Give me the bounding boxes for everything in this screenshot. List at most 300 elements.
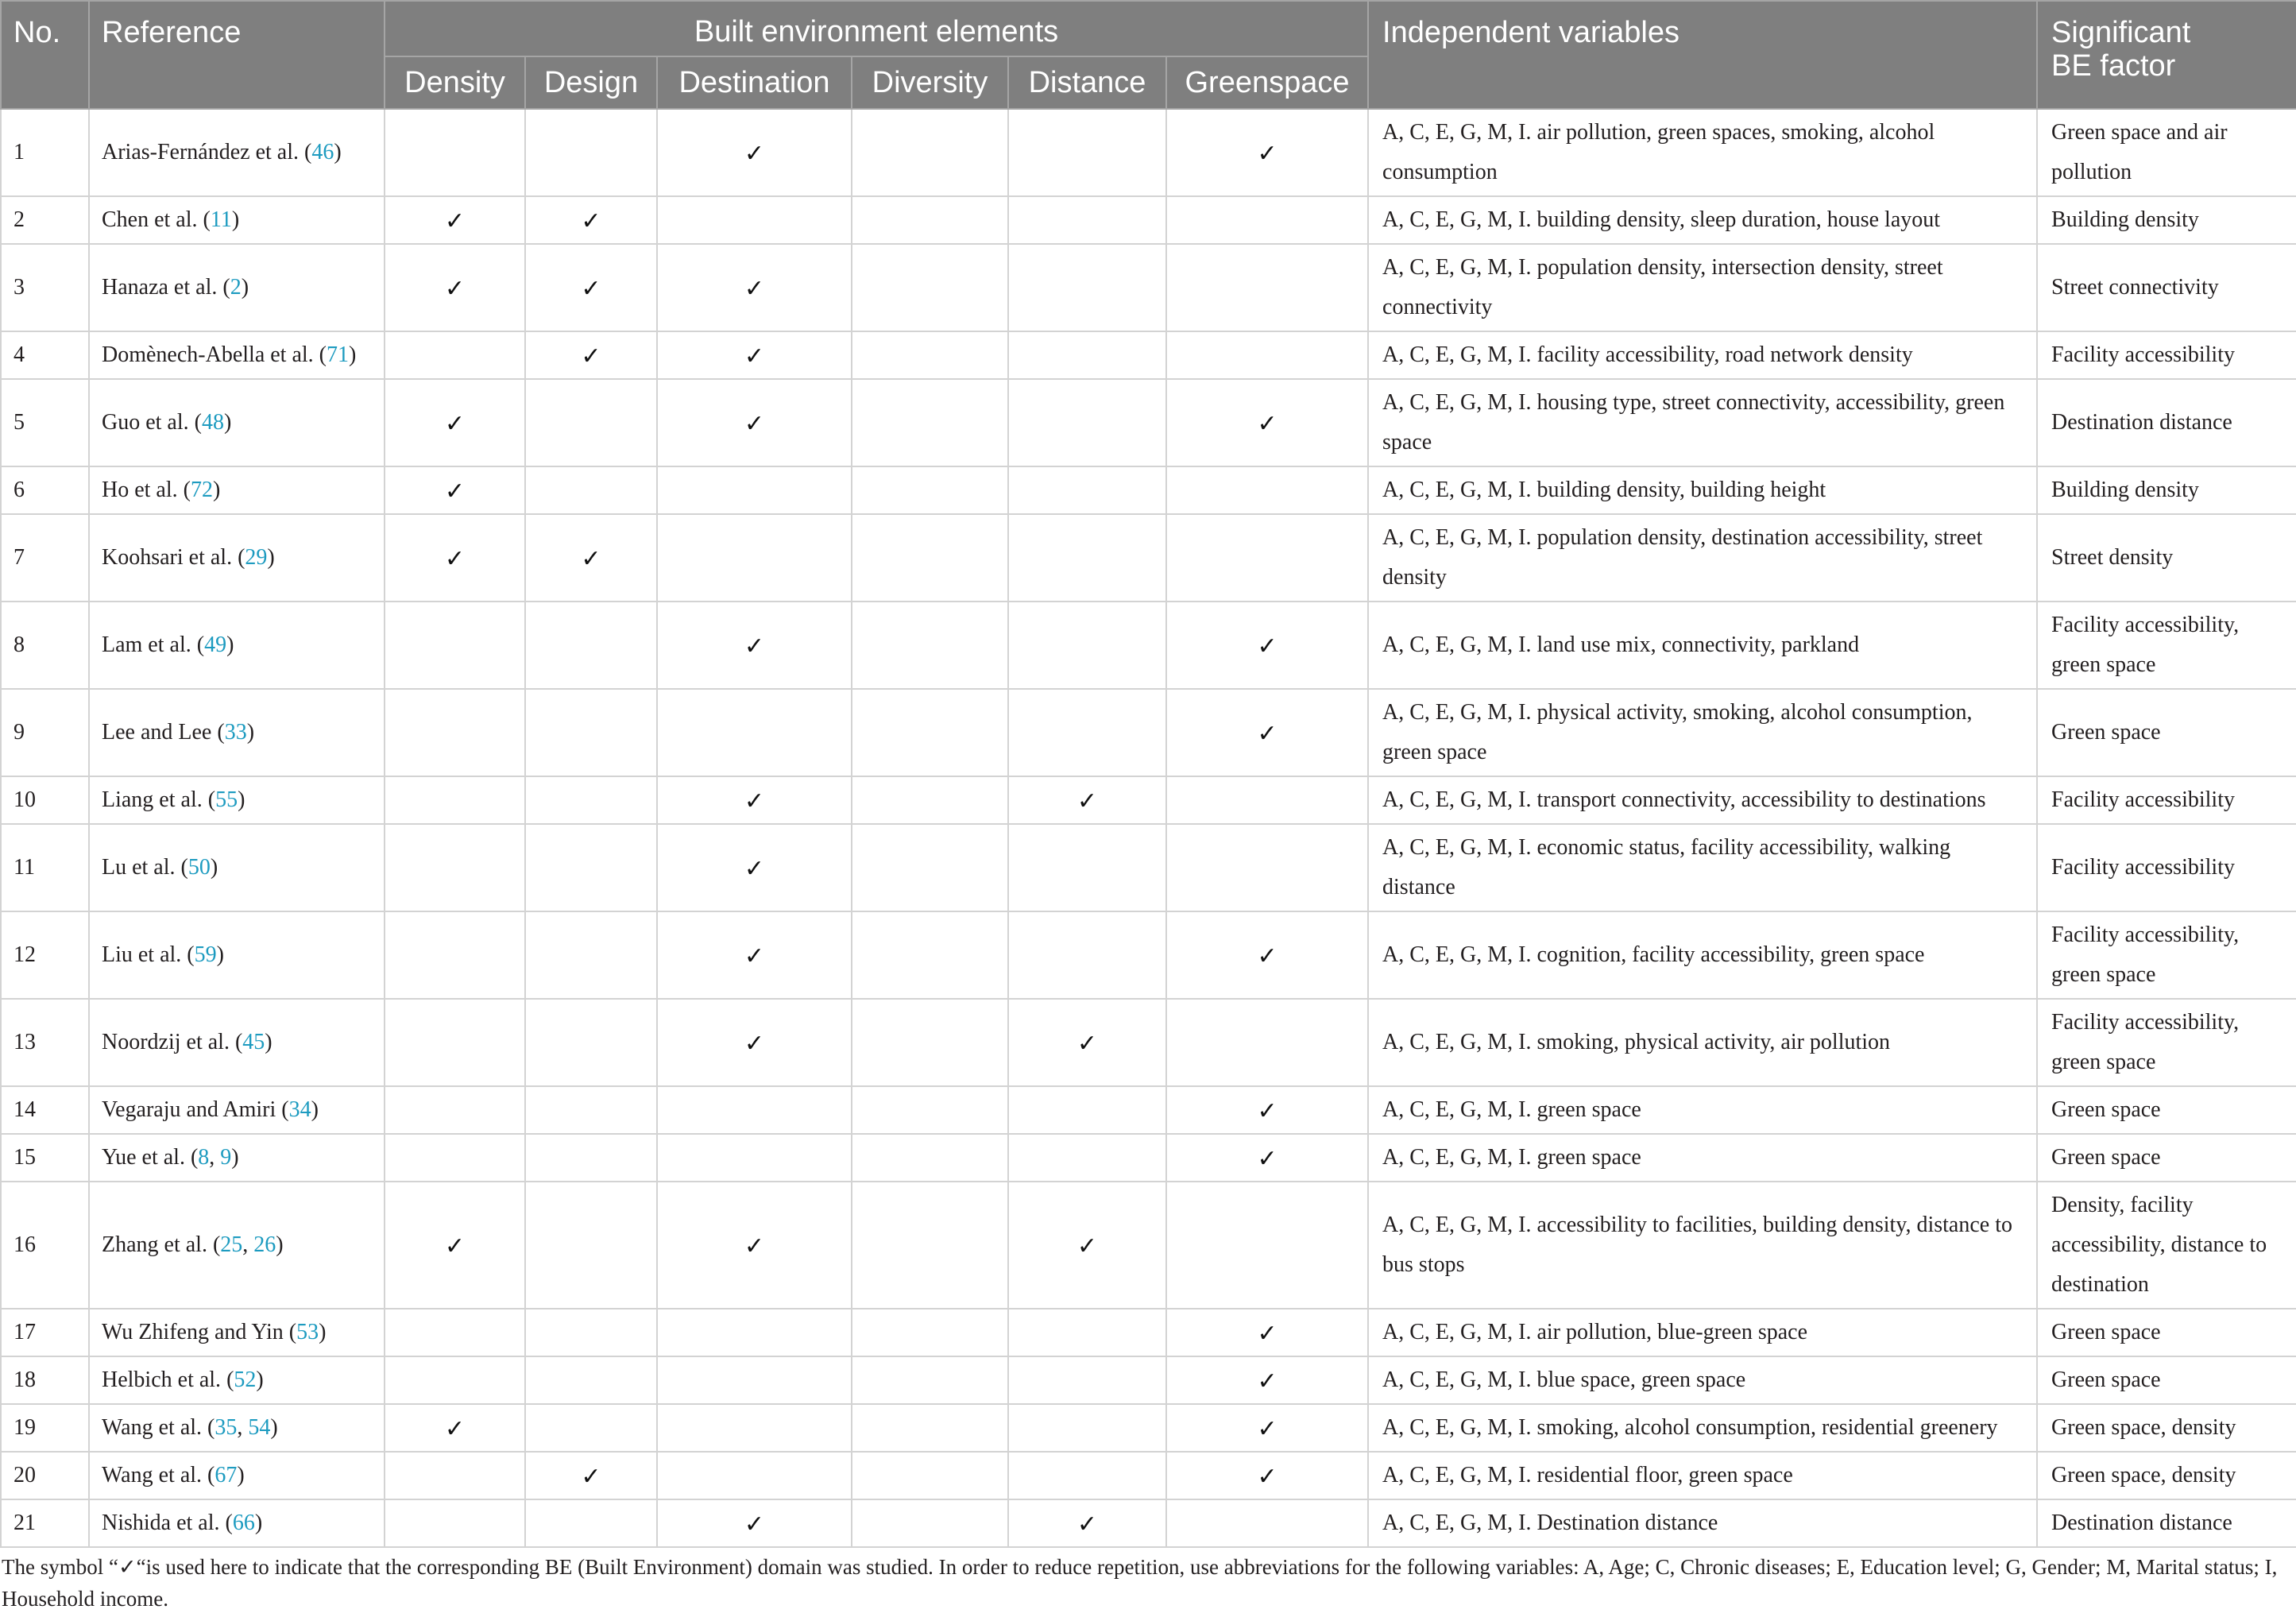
check-mark-icon: ✓ [744, 942, 765, 970]
table-row [1, 514, 2296, 602]
check-mark-icon: ✓ [1257, 409, 1277, 438]
independent-variables-cell: A, C, E, G, M, I. residential floor, green space [1368, 1452, 2037, 1499]
significant-factor-cell: Street connectivity [2037, 244, 2296, 331]
cell-diversity [852, 1134, 1008, 1182]
significant-factor-cell: Facility accessibility [2037, 331, 2296, 379]
table-row [1, 776, 2296, 824]
reference-cell: Hanaza et al. (2) [89, 244, 385, 331]
cell-distance [1008, 1086, 1166, 1134]
cell-destination [657, 379, 852, 466]
citation-link[interactable]: 67 [215, 1463, 238, 1487]
reference-author: Liu et al. [102, 942, 182, 967]
reference-cell: Liu et al. (59) [89, 911, 385, 999]
check-mark-icon: ✓ [744, 139, 765, 168]
check-mark-icon: ✓ [444, 1232, 466, 1260]
cell-greenspace [1166, 1404, 1368, 1452]
citation-link[interactable]: 48 [201, 410, 224, 435]
row-number: 18 [1, 1356, 89, 1404]
cell-destination [657, 109, 852, 196]
independent-variables-cell: A, C, E, G, M, I. green space [1368, 1134, 2037, 1182]
cell-diversity [852, 1356, 1008, 1404]
significant-factor-cell: Destination distance [2037, 1499, 2296, 1547]
reference-author: Vegaraju and Amiri [102, 1097, 276, 1122]
cell-greenspace [1166, 1182, 1368, 1309]
check-mark-icon: ✓ [1257, 1367, 1277, 1395]
cell-distance [1008, 196, 1166, 244]
cell-destination [657, 911, 852, 999]
independent-variables-cell: A, C, E, G, M, I. accessibility to facilities, building density, distance to bus stops [1368, 1182, 2037, 1309]
check-mark-icon: ✓ [1076, 1232, 1098, 1260]
cell-distance [1008, 331, 1166, 379]
cell-distance [1008, 1356, 1166, 1404]
independent-variables-cell: A, C, E, G, M, I. building density, sleep duration, house layout [1368, 196, 2037, 244]
independent-variables-cell: A, C, E, G, M, I. smoking, physical activity, air pollution [1368, 999, 2037, 1086]
reference-author: Chen et al. [102, 207, 198, 232]
cell-diversity [852, 1452, 1008, 1499]
reference-cell: Lam et al. (49) [89, 602, 385, 689]
citation-link[interactable]: 50 [187, 855, 211, 880]
citation-link[interactable]: 35 [215, 1415, 238, 1440]
table-row [1, 1182, 2296, 1309]
header-density: Density [385, 56, 525, 109]
citation-link[interactable]: 29 [245, 545, 268, 570]
header-greenspace: Greenspace [1166, 56, 1368, 109]
independent-variables-cell: A, C, E, G, M, I. Destination distance [1368, 1499, 2037, 1547]
citation-link[interactable]: 26 [253, 1232, 276, 1257]
significant-factor-cell: Building density [2037, 466, 2296, 514]
row-number: 1 [1, 109, 89, 196]
cell-destination [657, 1134, 852, 1182]
cell-distance [1008, 379, 1166, 466]
citation-link[interactable]: 72 [190, 478, 213, 502]
reference-cell: Yue et al. (8, 9) [89, 1134, 385, 1182]
reference-cell: Lee and Lee (33) [89, 689, 385, 776]
cell-destination [657, 824, 852, 911]
cell-distance [1008, 999, 1166, 1086]
cell-density [385, 911, 525, 999]
check-mark-icon: ✓ [744, 787, 765, 815]
cell-destination [657, 1356, 852, 1404]
citation-link[interactable]: 25 [220, 1232, 243, 1257]
cell-diversity [852, 1086, 1008, 1134]
table-header [1, 1, 2296, 109]
cell-density [385, 109, 525, 196]
citation-link[interactable]: 54 [248, 1415, 271, 1440]
reference-author: Lam et al. [102, 632, 191, 657]
cell-greenspace [1166, 1309, 1368, 1356]
citation-link[interactable]: 33 [224, 720, 247, 745]
independent-variables-cell: A, C, E, G, M, I. building density, building height [1368, 466, 2037, 514]
reference-author: Hanaza et al. [102, 275, 218, 300]
table-row [1, 1134, 2296, 1182]
reference-author: Koohsari et al. [102, 545, 233, 570]
cell-destination [657, 1499, 852, 1547]
cell-distance [1008, 514, 1166, 602]
cell-greenspace [1166, 1086, 1368, 1134]
cell-destination [657, 1182, 852, 1309]
reference-cell: Wang et al. (35, 54) [89, 1404, 385, 1452]
cell-greenspace [1166, 244, 1368, 331]
cell-distance [1008, 1499, 1166, 1547]
cell-design [525, 331, 657, 379]
table-row [1, 244, 2296, 331]
independent-variables-cell: A, C, E, G, M, I. air pollution, blue-green space [1368, 1309, 2037, 1356]
check-mark-icon: ✓ [444, 274, 466, 303]
reference-cell: Liang et al. (55) [89, 776, 385, 824]
significant-factor-cell: Street density [2037, 514, 2296, 602]
row-number: 14 [1, 1086, 89, 1134]
significant-factor-cell: Facility accessibility, green space [2037, 999, 2296, 1086]
cell-destination [657, 514, 852, 602]
header-significant-factor-label: Significant BE factor [2051, 16, 2191, 83]
reference-cell: Wang et al. (67) [89, 1452, 385, 1499]
citation-link[interactable]: 34 [288, 1097, 311, 1122]
significant-factor-cell: Facility accessibility, green space [2037, 602, 2296, 689]
table-row [1, 1452, 2296, 1499]
cell-diversity [852, 514, 1008, 602]
row-number: 10 [1, 776, 89, 824]
reference-cell: Zhang et al. (25, 26) [89, 1182, 385, 1309]
cell-design [525, 689, 657, 776]
cell-design [525, 244, 657, 331]
cell-diversity [852, 1499, 1008, 1547]
cell-design [525, 911, 657, 999]
cell-distance [1008, 1452, 1166, 1499]
citation-link[interactable]: 49 [204, 632, 227, 657]
cell-greenspace [1166, 1499, 1368, 1547]
table-row [1, 379, 2296, 466]
cell-distance [1008, 1134, 1166, 1182]
cell-distance [1008, 602, 1166, 689]
cell-distance [1008, 1404, 1166, 1452]
table-row [1, 689, 2296, 776]
cell-density [385, 1134, 525, 1182]
citation-link[interactable]: 52 [234, 1367, 257, 1392]
reference-author: Wang et al. [102, 1415, 203, 1440]
check-mark-icon: ✓ [744, 1029, 765, 1058]
reference-cell: Domènech-Abella et al. (71) [89, 331, 385, 379]
reference-cell: Koohsari et al. (29) [89, 514, 385, 602]
row-number: 16 [1, 1182, 89, 1309]
cell-design [525, 776, 657, 824]
cell-greenspace [1166, 1356, 1368, 1404]
cell-diversity [852, 911, 1008, 999]
cell-design [525, 1356, 657, 1404]
cell-greenspace [1166, 1452, 1368, 1499]
significant-factor-cell: Destination distance [2037, 379, 2296, 466]
cell-design [525, 1404, 657, 1452]
cell-diversity [852, 999, 1008, 1086]
cell-density [385, 1086, 525, 1134]
cell-distance [1008, 109, 1166, 196]
reference-cell: Guo et al. (48) [89, 379, 385, 466]
cell-greenspace [1166, 1134, 1368, 1182]
row-number: 5 [1, 379, 89, 466]
cell-distance [1008, 466, 1166, 514]
cell-density [385, 244, 525, 331]
cell-design [525, 602, 657, 689]
citation-link[interactable]: 2 [230, 275, 242, 300]
cell-density [385, 824, 525, 911]
reference-author: Ho et al. [102, 478, 178, 502]
check-mark-icon: ✓ [744, 342, 765, 370]
cell-destination [657, 244, 852, 331]
cell-diversity [852, 824, 1008, 911]
cell-distance [1008, 824, 1166, 911]
table-row [1, 824, 2296, 911]
check-mark-icon: ✓ [744, 632, 765, 660]
check-mark-icon: ✓ [581, 342, 601, 370]
cell-destination [657, 331, 852, 379]
citation-link[interactable]: 46 [311, 140, 334, 164]
row-number: 15 [1, 1134, 89, 1182]
independent-variables-cell: A, C, E, G, M, I. housing type, street connectivity, accessibility, green space [1368, 379, 2037, 466]
table-row [1, 602, 2296, 689]
check-mark-icon: ✓ [744, 1232, 765, 1260]
row-number: 9 [1, 689, 89, 776]
reference-cell: Noordzij et al. (45) [89, 999, 385, 1086]
cell-design [525, 1499, 657, 1547]
significant-factor-cell: Green space [2037, 1356, 2296, 1404]
independent-variables-cell: A, C, E, G, M, I. smoking, alcohol consumption, residential greenery [1368, 1404, 2037, 1452]
cell-greenspace [1166, 999, 1368, 1086]
check-mark-icon: ✓ [1257, 719, 1277, 748]
cell-design [525, 1086, 657, 1134]
header-design: Design [525, 56, 657, 109]
independent-variables-cell: A, C, E, G, M, I. facility accessibility, road network density [1368, 331, 2037, 379]
cell-design [525, 1309, 657, 1356]
row-number: 21 [1, 1499, 89, 1547]
check-mark-icon: ✓ [1257, 1144, 1277, 1173]
table-row [1, 1356, 2296, 1404]
cell-diversity [852, 1182, 1008, 1309]
row-number: 8 [1, 602, 89, 689]
check-mark-icon: ✓ [1076, 1510, 1098, 1538]
independent-variables-cell: A, C, E, G, M, I. cognition, facility accessibility, green space [1368, 911, 2037, 999]
table-row [1, 911, 2296, 999]
cell-diversity [852, 244, 1008, 331]
independent-variables-cell: A, C, E, G, M, I. air pollution, green spaces, smoking, alcohol consumption [1368, 109, 2037, 196]
independent-variables-cell: A, C, E, G, M, I. economic status, facility accessibility, walking distance [1368, 824, 2037, 911]
reference-cell: Lu et al. (50) [89, 824, 385, 911]
cell-distance [1008, 689, 1166, 776]
cell-design [525, 196, 657, 244]
cell-design [525, 1452, 657, 1499]
significant-factor-cell: Facility accessibility, green space [2037, 911, 2296, 999]
cell-design [525, 379, 657, 466]
cell-density [385, 1404, 525, 1452]
header-row-top [1, 1, 2296, 56]
independent-variables-cell: A, C, E, G, M, I. green space [1368, 1086, 2037, 1134]
cell-density [385, 331, 525, 379]
significant-factor-cell: Density, facility accessibility, distance to destination [2037, 1182, 2296, 1309]
citation-link[interactable]: 45 [242, 1030, 265, 1054]
significant-factor-cell: Facility accessibility [2037, 824, 2296, 911]
reference-author: Helbich et al. [102, 1367, 222, 1392]
reference-cell: Arias-Fernández et al. (46) [89, 109, 385, 196]
reference-author: Yue et al. [102, 1145, 185, 1170]
cell-diversity [852, 196, 1008, 244]
significant-factor-cell: Green space, density [2037, 1452, 2296, 1499]
cell-destination [657, 1404, 852, 1452]
check-mark-icon: ✓ [744, 1510, 765, 1538]
reference-author: Lee and Lee [102, 720, 212, 745]
header-significant-factor [2037, 1, 2296, 109]
table-row [1, 1309, 2296, 1356]
significant-factor-cell: Green space [2037, 1086, 2296, 1134]
row-number: 12 [1, 911, 89, 999]
table-footnote: The symbol “✓“is used here to indicate that the corresponding BE (Built Environment) domain was studied. In order to reduce repetition, use abbreviations for the following variables: A, Age; C, Chronic diseases; E, Education level; G, Gender; M, Marital status; I, Household income. [2, 1555, 2278, 1611]
cell-greenspace [1166, 466, 1368, 514]
reference-cell: Wu Zhifeng and Yin (53) [89, 1309, 385, 1356]
significant-factor-cell: Green space [2037, 1309, 2296, 1356]
cell-greenspace [1166, 602, 1368, 689]
check-mark-icon: ✓ [444, 409, 466, 438]
significant-factor-cell: Facility accessibility [2037, 776, 2296, 824]
check-mark-icon: ✓ [1076, 1029, 1098, 1058]
table-row [1, 1499, 2296, 1547]
citation-link[interactable]: 8 [198, 1145, 210, 1170]
check-mark-icon: ✓ [744, 409, 765, 438]
check-mark-icon: ✓ [444, 544, 466, 573]
cell-destination [657, 999, 852, 1086]
header-be-group: Built environment elements [385, 1, 1368, 56]
independent-variables-cell: A, C, E, G, M, I. population density, destination accessibility, street density [1368, 514, 2037, 602]
reference-author: Zhang et al. [102, 1232, 207, 1257]
cell-diversity [852, 1404, 1008, 1452]
row-number: 11 [1, 824, 89, 911]
check-mark-icon: ✓ [444, 477, 466, 505]
cell-density [385, 196, 525, 244]
citation-link[interactable]: 53 [296, 1320, 319, 1344]
table-row [1, 1404, 2296, 1452]
check-mark-icon: ✓ [1257, 942, 1277, 970]
table-body [1, 109, 2296, 1547]
independent-variables-cell: A, C, E, G, M, I. land use mix, connectivity, parkland [1368, 602, 2037, 689]
row-number: 19 [1, 1404, 89, 1452]
cell-diversity [852, 379, 1008, 466]
cell-distance [1008, 776, 1166, 824]
check-mark-icon: ✓ [444, 1414, 466, 1443]
table-row [1, 999, 2296, 1086]
row-number: 20 [1, 1452, 89, 1499]
row-number: 2 [1, 196, 89, 244]
reference-author: Guo et al. [102, 410, 189, 435]
cell-destination [657, 1452, 852, 1499]
cell-density [385, 1452, 525, 1499]
header-destination: Destination [657, 56, 852, 109]
cell-distance [1008, 911, 1166, 999]
header-no: No. [1, 1, 89, 109]
check-mark-icon: ✓ [1257, 1319, 1277, 1348]
check-mark-icon: ✓ [744, 274, 765, 303]
cell-greenspace [1166, 109, 1368, 196]
independent-variables-cell: A, C, E, G, M, I. blue space, green space [1368, 1356, 2037, 1404]
citation-link[interactable]: 9 [220, 1145, 232, 1170]
cell-destination [657, 1309, 852, 1356]
cell-diversity [852, 689, 1008, 776]
cell-greenspace [1166, 689, 1368, 776]
significant-factor-cell: Green space and air pollution [2037, 109, 2296, 196]
significant-factor-cell: Green space [2037, 1134, 2296, 1182]
citation-link[interactable]: 59 [194, 942, 217, 967]
header-diversity: Diversity [852, 56, 1008, 109]
check-mark-icon: ✓ [581, 1462, 601, 1491]
cell-greenspace [1166, 824, 1368, 911]
cell-greenspace [1166, 331, 1368, 379]
cell-distance [1008, 1182, 1166, 1309]
citation-link[interactable]: 66 [232, 1511, 255, 1535]
cell-design [525, 1182, 657, 1309]
check-mark-icon: ✓ [1257, 139, 1277, 168]
cell-density [385, 379, 525, 466]
reference-author: Lu et al. [102, 855, 176, 880]
cell-design [525, 466, 657, 514]
cell-design [525, 824, 657, 911]
cell-design [525, 999, 657, 1086]
cell-density [385, 1356, 525, 1404]
check-mark-icon: ✓ [444, 207, 466, 235]
cell-density [385, 602, 525, 689]
cell-distance [1008, 244, 1166, 331]
row-number: 6 [1, 466, 89, 514]
table-row [1, 109, 2296, 196]
check-mark-icon: ✓ [581, 544, 601, 573]
reference-author: Arias-Fernández et al. [102, 140, 299, 164]
check-mark-icon: ✓ [1076, 787, 1098, 815]
reference-cell: Chen et al. (11) [89, 196, 385, 244]
cell-destination [657, 689, 852, 776]
cell-diversity [852, 602, 1008, 689]
table-row [1, 331, 2296, 379]
cell-destination [657, 776, 852, 824]
reference-cell: Ho et al. (72) [89, 466, 385, 514]
citation-link[interactable]: 11 [210, 207, 232, 232]
citation-link[interactable]: 55 [215, 787, 238, 812]
cell-greenspace [1166, 514, 1368, 602]
cell-density [385, 1499, 525, 1547]
cell-density [385, 1182, 525, 1309]
cell-density [385, 689, 525, 776]
reference-author: Domènech-Abella et al. [102, 342, 314, 367]
cell-destination [657, 602, 852, 689]
reference-author: Nishida et al. [102, 1511, 220, 1535]
citation-link[interactable]: 71 [326, 342, 349, 367]
significant-factor-cell: Green space [2037, 689, 2296, 776]
row-number: 7 [1, 514, 89, 602]
cell-destination [657, 1086, 852, 1134]
reference-author: Wu Zhifeng and Yin [102, 1320, 284, 1344]
check-mark-icon: ✓ [744, 854, 765, 883]
table-row [1, 1086, 2296, 1134]
check-mark-icon: ✓ [1257, 1414, 1277, 1443]
reference-cell: Helbich et al. (52) [89, 1356, 385, 1404]
cell-greenspace [1166, 911, 1368, 999]
cell-design [525, 109, 657, 196]
reference-author: Noordzij et al. [102, 1030, 230, 1054]
cell-design [525, 1134, 657, 1182]
cell-density [385, 1309, 525, 1356]
check-mark-icon: ✓ [1257, 1462, 1277, 1491]
independent-variables-cell: A, C, E, G, M, I. transport connectivity, accessibility to destinations [1368, 776, 2037, 824]
cell-diversity [852, 1309, 1008, 1356]
check-mark-icon: ✓ [1257, 1097, 1277, 1125]
cell-distance [1008, 1309, 1166, 1356]
cell-greenspace [1166, 196, 1368, 244]
cell-density [385, 466, 525, 514]
reference-cell: Nishida et al. (66) [89, 1499, 385, 1547]
independent-variables-cell: A, C, E, G, M, I. physical activity, smoking, alcohol consumption, green space [1368, 689, 2037, 776]
